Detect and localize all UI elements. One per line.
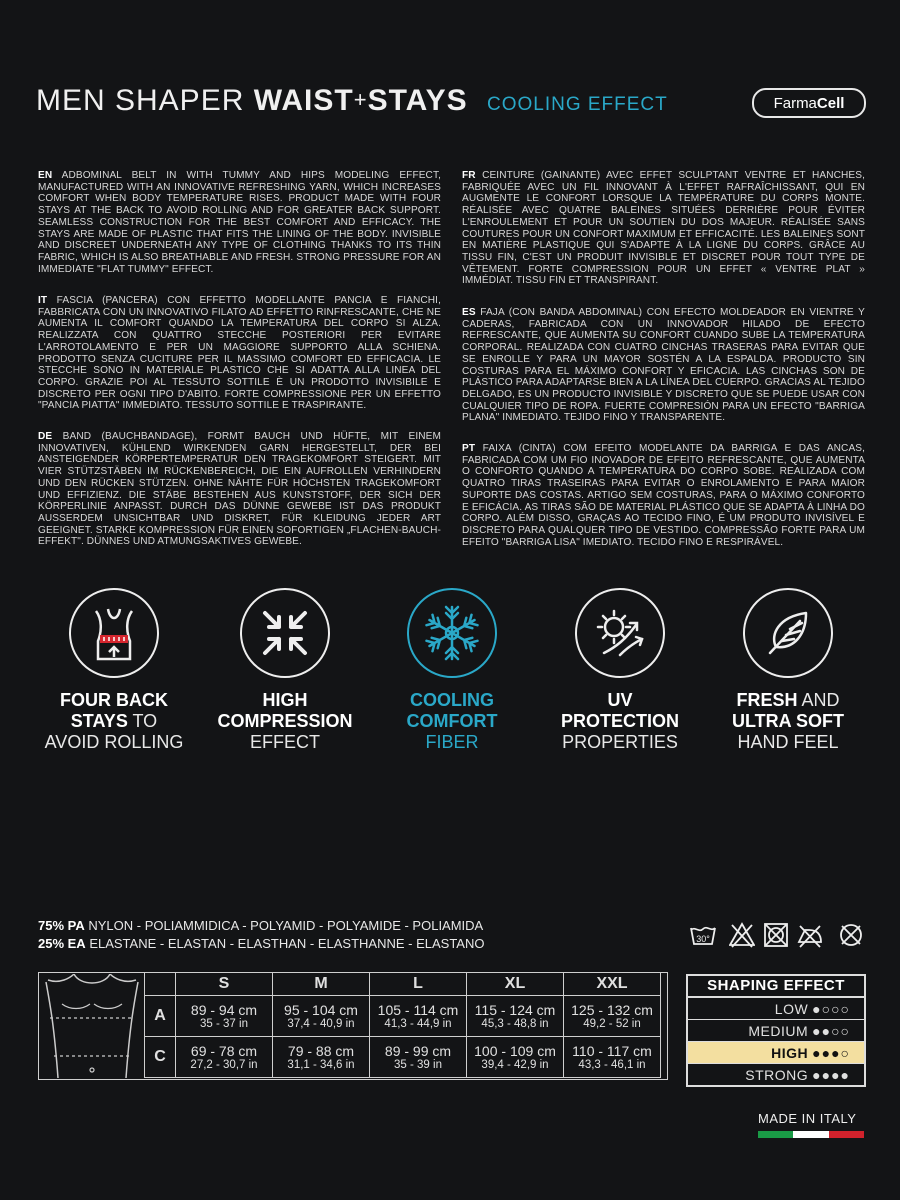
feature-cooling-comfort	[367, 588, 537, 753]
level-dots: ●○○○	[812, 1000, 850, 1017]
no-tumble-dry-icon	[763, 922, 789, 948]
in-value: 43,3 - 46,1 in	[578, 1059, 646, 1071]
description-text: FAIXA (CINTA) COM EFEITO MODELANTE DA BARRIGA E DAS ANCAS, FABRICADA COM UM FIO INOVADOR DE EFEITO REFRESCANTE, QUE AUMENTA O CONFORTO QUANDO A TEMPERATURA DO CORPO SOBE. REALIZADA COM QUATRO TIRAS TRASEIRAS PARA EVITAR O ENROLAMENTO E PARA MAIOR SUPORTE DAS COSTAS. ARTIGO SEM COSTURAS, PARA O MÁXIMO CONFORTO E EFICÁCIA. AS TIRAS SÃO DE MATERIAL PLÁSTICO QUE SE ADAPTA À LINHA DO CORPO. ALÉM DISSO, GRAÇAS AO TECIDO FINO, É UM PRODUTO INVISÍVEL E DISCRETO PARA QUALQUER TIPO DE VESTIDO. COMPRESSÃO FORTE PARA UM EFEITO "BARRIGA LISA" IMEDIATO. TECIDO FINO E RESPIRÁVEL.	[462, 443, 866, 548]
composition-nylon	[38, 918, 483, 933]
caption-line3: AVOID ROLLING	[44, 732, 184, 752]
feature-caption	[703, 690, 873, 753]
size-cell	[273, 1037, 370, 1078]
title-men-shaper: MEN SHAPER	[36, 84, 245, 117]
farmacell-logo	[752, 88, 866, 118]
size-cell	[467, 1037, 564, 1078]
level-dots: ●●○○	[812, 1022, 850, 1039]
caption-line1: HIGH	[262, 690, 308, 710]
lang-code: EN	[38, 170, 53, 181]
shaping-level-low	[688, 998, 864, 1020]
back-stays-icon	[69, 588, 159, 678]
italian-flag-icon	[758, 1131, 864, 1138]
cm-value: 125 - 132 cm	[571, 1002, 653, 1018]
caption-line1: UV	[607, 690, 633, 710]
description-text: BAND (BAUCHBANDAGE), FORMT BAUCH UND HÜFTE, MIT EINEM INNOVATIVEN, KÜHLEND WIRKENDEN GARN HERGESTELLT, DER BEI ANSTEIGENDER KÖRPERTEMPERATUR DEN TRAGEKOMFORT STEIGERT. MIT VIER STÜTZSTÄBEN IM RÜCKENBEREICH, DIE EIN AUFROLLEN VERHINDERN UND DEN RÜCKEN STÜTZEN. OHNE NÄHTE FÜR HÖCHSTEN TRAGEKOMFORT UND EFFIZIENZ. DIE STÄBE BESTEHEN AUS KUNSTSTOFF, DER SICH DER KÖRPERLINIE ANPASST. DURCH DAS DÜNNE GEWEBE IST DAS PRODUKT AUSSERDEM UNSICHTBAR UND DISKRET, FÜR KLEIDUNG JEDER ART GEEIGNET. STARKE KOMPRESSION FÜR EINEN SOFORTIGEN „FLACHEN-BAUCH-EFFEKT". DÜNNES UND ATMUNGSAKTIVES GEWEBE.	[38, 431, 442, 548]
caption-bold2: ULTRA SOFT	[732, 711, 844, 731]
title-cooling-effect: COOLING EFFECT	[486, 94, 668, 115]
in-value: 27,2 - 30,7 in	[190, 1059, 258, 1071]
no-dry-clean-icon	[838, 922, 864, 948]
size-cell	[176, 1037, 273, 1078]
in-value: 37,4 - 40,9 in	[287, 1018, 355, 1030]
size-table	[144, 972, 661, 1078]
description-text: CEINTURE (GAINANTE) AVEC EFFET SCULPTANT VENTRE ET HANCHES, FABRIQUÉE AVEC UN FIL INNOVANT À L'EFFET RAFRAÎCHISSANT, QUI EN AUGMENTE LE CONFORT LORSQUE LA TEMPÉRATURE DU CORPS MONTE. RÉALISÉE AVEC QUATRE BALEINES SITUÉES DERRIÈRE POUR ÉVITER L'ENROULEMENT ET POUR UN SOUTIEN DU DOS MAJEUR. RÉALISÉE SANS COUTURES POUR UN CONFORT MAXIMUM ET EFFICACITÉ. LES BALEINES SONT EN MATIÈRE PLASTIQUE QUI S'ADAPTE À LA LIGNE DU CORPS. GRÂCE AU TISSU FIN, C'EST UN PRODUIT INVISIBLE ET DISCRET POUR TOUT TYPE DE VÊTEMENT. FORTE COMPRESSION POUR UN EFFET « VENTRE PLAT » IMMÉDIAT. TISSU FIN ET TRANSPIRANT.	[462, 170, 865, 287]
made-in-italy-label: MADE IN ITALY	[758, 1111, 857, 1126]
size-header: L	[370, 973, 467, 996]
cm-value: 89 - 94 cm	[190, 1002, 258, 1018]
size-cell	[273, 996, 370, 1037]
description-text: FASCIA (PANCERA) CON EFFETTO MODELLANTE PANCIA E FIANCHI, FABBRICATA CON UN INNOVATIVO FILATO AD EFFETTO RINFRESCANTE, CHE NE AUMENTA IL COMFORT QUANDO LA TEMPERATURA DEL CORPO SI ALZA. REALIZZATA CON QUATTRO STECCHE POSTERIORI PER EVITARE L'ARROTOLAMENTO E PER UN MAGGIORE SUPPORTO ALLA SCHIENA. PRODOTTO SENZA CUCITURE PER IL MASSIMO COMFORT ED EFFICACIA. LE STECCHE SONO IN MATERIALE PLASTICO CHE SI ADATTA ALLA LINEA DEL CORPO. GRAZIE POI AL TESSUTO SOTTILE È UN PRODOTTO INVISIBILE E DISCRETO PER OGNI TIPO D'ABITO. FORTE COMPRESSIONE PER UN EFFETTO "PANCIA PIATTA" IMMEDIATO. TESSUTO SOTTILE E TRASPIRANTE.	[38, 295, 441, 412]
composition-percent: 25% EA	[38, 936, 86, 951]
shaping-effect-title: SHAPING EFFECT	[688, 976, 864, 998]
description-text: ADBOMINAL BELT IN WITH TUMMY AND HIPS MODELING EFFECT, MANUFACTURED WITH AN INNOVATIVE REFRESHING YARN, WHICH INCREASES COMFORT WHEN BODY TEMPERATURE RISES. PRODUCT MADE WITH FOUR STAYS AT THE BACK TO AVOID ROLLING AND FOR GREATER BACK SUPPORT. SEAMLESS CONSTRUCTION FOR THE BEST COMFORT AND EFFICACY. THE STAYS ARE MADE OF PLASTIC THAT FITS THE LINING OF THE BODY. INVISIBLE AND DISCREET UNDERNEATH ANY TYPE OF CLOTHING THANKS TO ITS THIN FABRIC, WHICH IS ALSO BREATHABLE AND FRESH. STRONG PRESSURE FOR AN IMMEDIATE "FLAT TUMMY" EFFECT.	[38, 170, 441, 275]
cm-value: 95 - 104 cm	[284, 1002, 358, 1018]
caption-line3: FIBER	[425, 732, 479, 752]
caption-bold2: COMPRESSION	[217, 711, 353, 731]
cm-value: 100 - 109 cm	[474, 1043, 556, 1059]
size-cell	[564, 996, 661, 1037]
size-header: XL	[467, 973, 564, 996]
caption-line1: FRESH	[736, 690, 798, 710]
caption-line3: EFFECT	[250, 732, 320, 752]
size-header: M	[273, 973, 370, 996]
feature-high-compression	[200, 588, 370, 753]
feature-caption	[367, 690, 537, 753]
size-cell	[370, 1037, 467, 1078]
in-value: 35 - 37 in	[200, 1018, 248, 1030]
lang-code: DE	[38, 431, 53, 442]
feature-caption	[200, 690, 370, 753]
flag-white	[793, 1131, 828, 1138]
cm-value: 79 - 88 cm	[287, 1043, 355, 1059]
in-value: 31,1 - 34,6 in	[287, 1059, 355, 1071]
composition-text: ELASTANE - ELASTAN - ELASTHAN - ELASTHANNE - ELASTANO	[85, 936, 485, 951]
product-title	[36, 84, 668, 118]
caption-line1: COOLING	[410, 690, 494, 710]
no-bleach-icon	[729, 922, 755, 948]
title-stays: STAYS	[367, 84, 468, 117]
shaping-level-medium	[688, 1020, 864, 1042]
flag-red	[829, 1131, 864, 1138]
feature-back-stays	[29, 588, 199, 753]
lang-code: PT	[462, 443, 476, 454]
cm-value: 105 - 114 cm	[377, 1002, 459, 1018]
cm-value: 110 - 117 cm	[572, 1043, 652, 1059]
caption-line1: FOUR BACK	[60, 690, 168, 710]
shaping-level-high	[688, 1042, 864, 1064]
caption-line1-text: AND	[797, 690, 840, 710]
level-label: HIGH	[771, 1044, 809, 1061]
composition-text: NYLON - POLIAMMIDICA - POLYAMID - POLYAMIDE - POLIAMIDA	[84, 918, 484, 933]
composition-elastane	[38, 936, 484, 951]
compression-arrows-icon	[240, 588, 330, 678]
logo-farma: Farma	[773, 94, 817, 112]
torso-diagram-icon	[40, 974, 144, 1078]
description-de	[38, 431, 441, 548]
description-en	[38, 170, 441, 275]
caption-text2: TO	[127, 711, 158, 731]
in-value: 39,4 - 42,9 in	[481, 1059, 549, 1071]
size-header-row	[145, 973, 661, 996]
caption-bold2: PROTECTION	[560, 711, 679, 731]
lang-code: FR	[462, 170, 476, 181]
row-label: A	[145, 996, 176, 1037]
description-it	[38, 295, 441, 412]
size-row-c	[145, 1037, 661, 1078]
size-header: S	[176, 973, 273, 996]
in-value: 49,2 - 52 in	[583, 1018, 641, 1030]
level-dots: ●●●●	[812, 1066, 850, 1083]
feature-caption	[535, 690, 705, 753]
feature-caption	[29, 690, 199, 753]
composition-percent: 75% PA	[38, 918, 85, 933]
wash-30-icon	[690, 922, 716, 948]
caption-line3: PROPERTIES	[562, 732, 678, 752]
description-text: FAJA (CON BANDA ABDOMINAL) CON EFECTO MOLDEADOR EN VIENTRE Y CADERAS, FABRICADA CON UN INNOVADOR HILADO DE EFECTO REFRESCANTE, QUE AUMENTA SU CONFORT CUANDO SUBE LA TEMPERATURA CORPORAL. REALIZADA CON CUATRO CINCHAS TRASERAS PARA EVITAR QUE SE ENROLLE Y PARA UN MAYOR SOSTÉN A LA ESPALDA. PRODUCTO SIN COSTURAS PARA EL MÁXIMO CONFORT Y EFICACIA. LAS CINCHAS SON DE PLÁSTICO PARA ADAPTARSE BIEN A LA LÍNEA DEL CUERPO. GRACIAS AL TEJIDO DELGADO, ES UN PRODUCTO INVISIBLE Y DISCRETO QUE SE PUEDE USAR CON CUALQUIER TIPO DE ROPA. FUERTE COMPRESIÓN PARA UN EFECTO "BARRIGA PLANA" INMEDIATO. TEJIDO FINO Y TRANSPARENTE.	[462, 307, 865, 424]
snowflake-icon	[407, 588, 497, 678]
size-cell	[176, 996, 273, 1037]
in-value: 45,3 - 48,8 in	[481, 1018, 549, 1030]
size-row-a	[145, 996, 661, 1037]
wash-temp-label: 30°	[696, 934, 710, 944]
size-header: XXL	[564, 973, 661, 996]
size-cell	[564, 1037, 661, 1078]
feather-icon	[743, 588, 833, 678]
lang-code: IT	[38, 295, 48, 306]
caption-bold2: STAYS	[70, 711, 128, 731]
feature-uv-protection	[535, 588, 705, 753]
row-label: C	[145, 1037, 176, 1078]
level-dots: ●●●○	[812, 1044, 850, 1061]
no-iron-icon	[797, 922, 823, 948]
sun-shield-icon	[575, 588, 665, 678]
flag-green	[758, 1131, 793, 1138]
description-pt	[462, 443, 865, 548]
in-value: 35 - 39 in	[394, 1059, 442, 1071]
title-plus: +	[353, 87, 368, 112]
description-fr	[462, 170, 865, 287]
caption-line3: HAND FEEL	[737, 732, 839, 752]
lang-code: ES	[462, 307, 476, 318]
level-label: LOW	[774, 1000, 809, 1017]
feature-fresh-soft	[703, 588, 873, 753]
in-value: 41,3 - 44,9 in	[384, 1018, 452, 1030]
shaping-effect-box	[686, 974, 866, 1087]
description-es	[462, 307, 865, 424]
size-cell	[370, 996, 467, 1037]
size-cell	[467, 996, 564, 1037]
shaping-level-strong	[688, 1064, 864, 1085]
caption-bold2: COMFORT	[406, 711, 498, 731]
corner-cell	[145, 973, 176, 996]
cm-value: 115 - 124 cm	[474, 1002, 556, 1018]
cm-value: 69 - 78 cm	[190, 1043, 258, 1059]
level-label: MEDIUM	[748, 1022, 809, 1039]
logo-cell: Cell	[816, 94, 845, 112]
cm-value: 89 - 99 cm	[384, 1043, 452, 1059]
level-label: STRONG	[745, 1066, 809, 1083]
title-waist: WAIST	[253, 84, 354, 117]
